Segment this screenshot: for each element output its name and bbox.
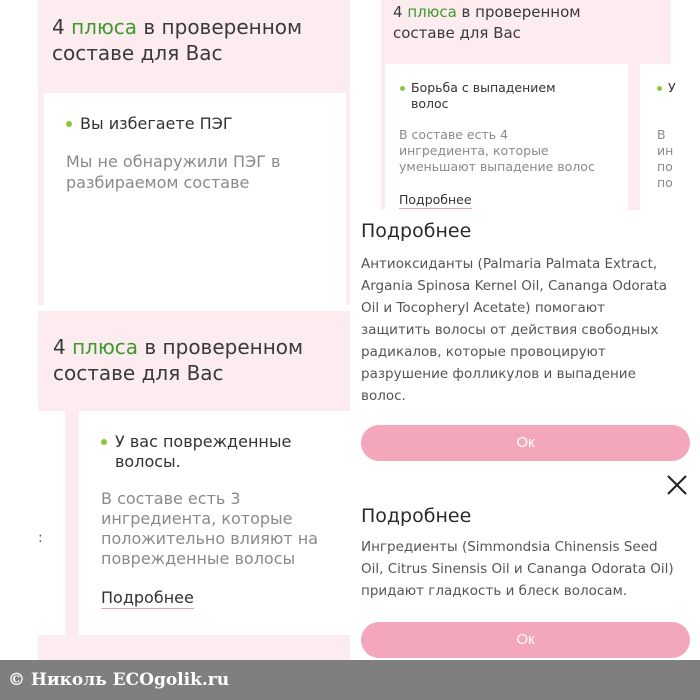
ok-button[interactable]: Ок: [361, 622, 690, 658]
panel-2-card-2: [640, 64, 676, 210]
dialog-body-line: разрушение фолликулов и выпадение: [361, 366, 636, 382]
dialog-body: [361, 536, 674, 602]
card-body: [657, 127, 673, 191]
header-text: в проверенном: [456, 3, 581, 21]
card-body: [399, 127, 595, 175]
card-body-line: разбираемом составе: [66, 173, 250, 192]
header-accent: плюса: [72, 335, 139, 359]
card-title: [115, 432, 291, 472]
watermark: © Николь ECOgolik.ru: [0, 660, 700, 700]
dialog-body-line: радикалов, которые провоцируют: [361, 344, 606, 360]
card-body-line: положительно влияют на: [101, 529, 319, 548]
card-body: [66, 151, 280, 193]
card-body-line: В составе есть 4: [399, 127, 509, 142]
details-link-label[interactable]: Подробнее: [101, 588, 194, 607]
card-body-line: поврежденные волосы: [101, 549, 296, 568]
header-count: 4: [53, 335, 73, 359]
panel-1-header-line2: составе для Вас: [52, 41, 223, 65]
dialog-body: [361, 253, 667, 407]
card-body-line: ин: [657, 143, 674, 158]
header-accent: плюса: [407, 3, 457, 21]
dialog-body-line: Антиоксиданты (Palmaria Palmata Extract,: [361, 256, 658, 272]
panel-2-card: [385, 64, 628, 210]
bullet-icon: [657, 86, 662, 91]
card-body-line: ингредиента, которые: [101, 509, 293, 528]
dialog-title: Подробнее: [361, 505, 472, 527]
card-title: У: [668, 80, 676, 95]
header-count: 4: [393, 3, 408, 21]
details-link[interactable]: [101, 588, 194, 607]
details-dialog-1: [352, 210, 700, 470]
card-title: Вы избегаете ПЭГ: [80, 114, 233, 133]
card-body-line: ингредиента, которые: [399, 143, 549, 158]
card-body-line: В: [657, 127, 666, 142]
dialog-body-line: придают гладкость и блеск волосам.: [361, 583, 628, 599]
dialog-body-line: Oil и Tocopheryl Acetate) помогают: [361, 300, 605, 316]
dialog-body-line: Oil, Citrus Sinensis Oil и Cananga Odorata Oil): [361, 561, 674, 577]
panel-3-header: [53, 334, 303, 386]
details-link-label[interactable]: Подробнее: [399, 192, 472, 207]
card-title-line: волос: [411, 96, 449, 111]
bullet-icon: [66, 121, 72, 127]
panel-3-card: [79, 411, 350, 635]
header-text: в проверенном: [138, 335, 304, 359]
bullet-icon: [400, 86, 405, 91]
card-body-line: по: [657, 175, 673, 190]
dialog-body-line: защитить волосы от действия свободных: [361, 322, 659, 338]
header-accent: плюса: [71, 15, 138, 39]
bullet-icon: [101, 439, 107, 445]
card-title-line: У вас поврежденные: [115, 432, 292, 451]
card-title-line: Борьба с выпадением: [411, 80, 556, 95]
card-body: [101, 489, 318, 569]
details-dialog-2: [352, 470, 700, 660]
panel-1-header-line1: [52, 14, 302, 40]
dialog-body-line: Ингредиенты (Simmondsia Chinensis Seed: [361, 539, 658, 555]
close-icon-glyph: [665, 473, 689, 497]
card-title: [411, 80, 556, 112]
header-count: 4: [52, 15, 72, 39]
header-text: в проверенном: [137, 15, 303, 39]
close-icon[interactable]: [665, 473, 689, 497]
dialog-body-line: волос.: [361, 388, 406, 404]
dialog-body-line: Argania Spinosa Kernel Oil, Cananga Odorata: [361, 278, 668, 294]
dialog-title: Подробнее: [361, 220, 472, 242]
details-link[interactable]: [399, 192, 472, 207]
panel-2-header-line2: составе для Вас: [393, 24, 521, 42]
panel-3-bottom-strip: [38, 635, 350, 660]
card-body-line: по: [657, 159, 673, 174]
panel-3-header-line2: составе для Вас: [53, 361, 224, 385]
panel-3-header-line1: [53, 334, 303, 360]
card-body-line: уменьшают выпадение волос: [399, 159, 595, 174]
panel-1-card: [44, 93, 346, 305]
card-body-line: Мы не обнаружили ПЭГ в: [66, 152, 281, 171]
panel-2-header: [393, 2, 581, 44]
ok-button[interactable]: Ок: [361, 425, 690, 461]
panel-3-side-card: [38, 411, 65, 635]
panel-1-header: [52, 14, 302, 66]
card-title-line: волосы.: [115, 452, 181, 471]
card-body-line: В составе есть 3: [101, 489, 241, 508]
panel-3-side-mark: :: [38, 530, 43, 546]
panel-2-header-line1: [393, 2, 581, 23]
